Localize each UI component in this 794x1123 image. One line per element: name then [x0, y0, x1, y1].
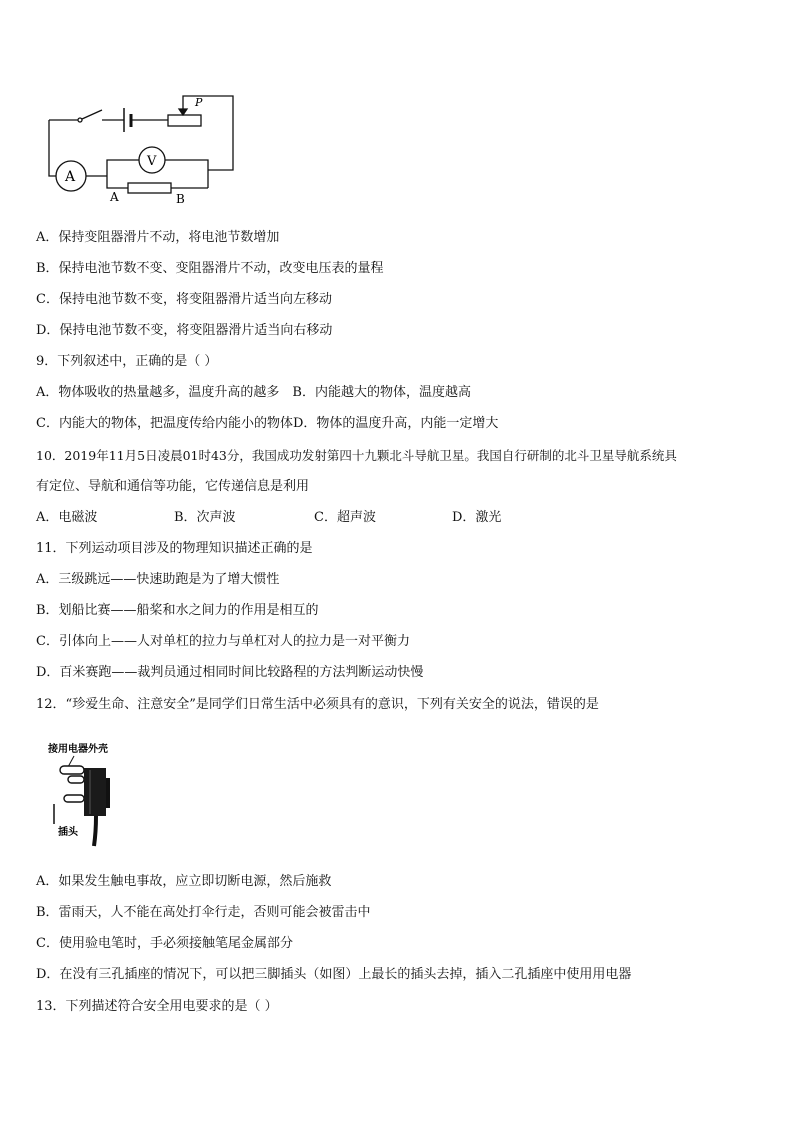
- q8-option-b: B．保持电池节数不变、变阻器滑片不动，改变电压表的量程: [36, 261, 384, 276]
- plug-prong-top: [68, 776, 84, 783]
- q11-option-b: B．划船比赛——船桨和水之间力的作用是相互的: [36, 603, 319, 618]
- point-a-label: A: [110, 190, 119, 204]
- q10-option-d: D．激光: [452, 510, 502, 525]
- plug-label-top: 接用电器外壳: [48, 744, 108, 755]
- wire-voltmeter-left: [107, 160, 139, 176]
- q11-stem: 11．下列运动项目涉及的物理知识描述正确的是: [36, 541, 313, 556]
- wire-slider-right: [183, 96, 233, 170]
- plug-prong-bottom: [64, 795, 84, 802]
- switch-pivot: [78, 118, 82, 122]
- plug-prong-long: [60, 766, 84, 774]
- ammeter-label: A: [65, 169, 76, 185]
- q11-option-c: C．引体向上——人对单杠的拉力与单杠对人的拉力是一对平衡力: [36, 634, 410, 649]
- q12-stem: 12．“珍爱生命、注意安全”是同学们日常生活中必须具有的意识，下列有关安全的说法，错误的是: [36, 697, 599, 712]
- q11-option-d: D．百米赛跑——裁判员通过相同时间比较路程的方法判断运动快慢: [36, 665, 424, 680]
- q8-option-d: D．保持电池节数不变，将变阻器滑片适当向右移动: [36, 323, 333, 338]
- plug-figure: [44, 740, 134, 850]
- resistor-ab: [128, 183, 171, 193]
- q12-option-c: C．使用验电笔时，手必须接触笔尾金属部分: [36, 936, 293, 951]
- switch-blade: [82, 110, 102, 119]
- q9-stem: 9．下列叙述中，正确的是（ ）: [36, 354, 218, 369]
- q10-option-b: B．次声波: [174, 510, 236, 525]
- point-b-label: B: [176, 192, 185, 206]
- q11-option-a: A．三级跳远——快速助跑是为了增大惯性: [36, 572, 280, 587]
- rheostat: [168, 115, 201, 126]
- plug-cable: [94, 816, 96, 846]
- q10-option-a: A．电磁波: [36, 510, 98, 525]
- q12-option-a: A．如果发生触电事故，应立即切断电源，然后施救: [36, 874, 332, 889]
- slider-arrow-head: [179, 109, 187, 115]
- q8-option-c: C．保持电池节数不变，将变阻器滑片适当向左移动: [36, 292, 332, 307]
- q9-options-line1: A．物体吸收的热量越多，温度升高的越多 B．内能越大的物体，温度越高: [36, 385, 471, 400]
- q8-option-a: A．保持变阻器滑片不动，将电池节数增加: [36, 230, 280, 245]
- circuit-diagram: [40, 90, 270, 215]
- plug-label-bottom: 插头: [58, 827, 78, 838]
- q10-stem-line1: 10．2019年11月5日凌晨01时43分，我国成功发射第四十九颗北斗导航卫星。我国自行研制的北斗卫星导航系统具: [36, 448, 677, 463]
- slider-label: P: [195, 96, 203, 109]
- q13-stem: 13．下列描述符合安全用电要求的是（ ）: [36, 999, 278, 1014]
- q9-options-line2: C．内能大的物体，把温度传给内能小的物体D．物体的温度升高，内能一定增大: [36, 416, 499, 431]
- plug-body: [84, 768, 106, 816]
- voltmeter-label: V: [147, 154, 157, 169]
- wire-to-ammeter: [49, 160, 56, 176]
- q12-option-d: D．在没有三孔插座的情况下，可以把三脚插头（如图）上最长的插头去掉，插入二孔插座中使用用电器: [36, 967, 632, 982]
- plug-back: [106, 778, 110, 808]
- q12-option-b: B．雷雨天，人不能在高处打伞行走，否则可能会被雷击中: [36, 905, 371, 920]
- q10-option-c: C．超声波: [314, 510, 376, 525]
- q10-stem-line2: 有定位、导航和通信等功能，它传递信息是利用: [36, 479, 310, 494]
- wire-to-resistor: [107, 176, 128, 188]
